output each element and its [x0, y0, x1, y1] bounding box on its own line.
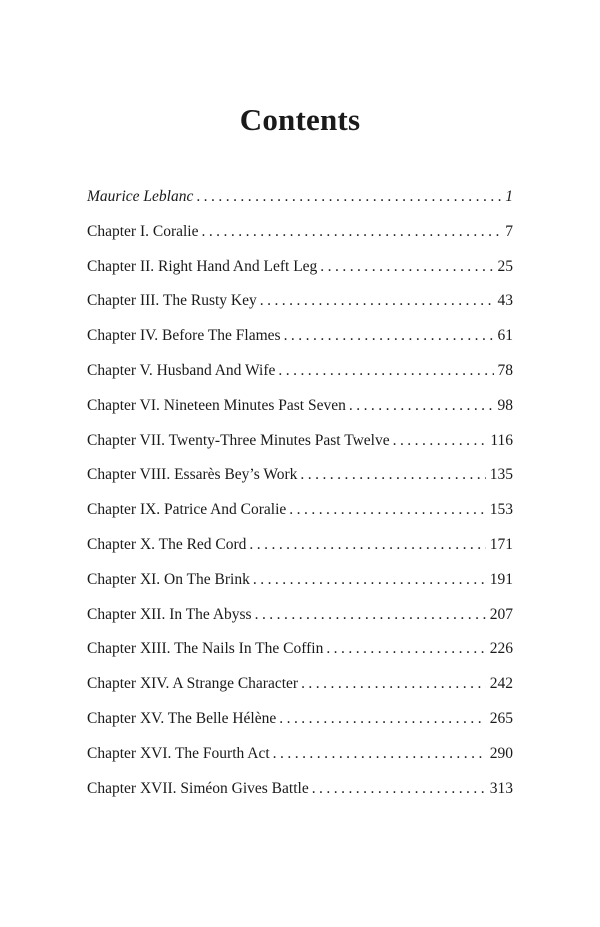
dot-leader: [249, 528, 485, 563]
toc-entry-title: Chapter VII. Twenty-Three Minutes Past Twelve: [87, 431, 390, 449]
toc-entry[interactable]: [87, 772, 513, 807]
toc-entry-page: 207: [489, 605, 513, 623]
dot-leader: [393, 424, 487, 459]
dot-leader: [320, 250, 493, 285]
toc-entry-page: 226: [489, 640, 513, 658]
toc-entry-page: 61: [497, 327, 513, 345]
dot-leader: [312, 772, 486, 807]
toc-entry[interactable]: [87, 354, 513, 389]
toc-entry-page: 43: [497, 292, 513, 310]
toc-entry-title: Maurice Leblanc: [87, 188, 194, 205]
dot-leader: [326, 632, 485, 667]
toc-entry[interactable]: [87, 632, 513, 667]
dot-leader: [289, 493, 485, 528]
toc-entry-title: Chapter V. Husband And Wife: [87, 361, 276, 379]
toc-entry-page: 78: [497, 361, 513, 379]
dot-leader: [284, 319, 494, 354]
table-of-contents: [87, 180, 513, 806]
toc-entry[interactable]: [87, 528, 513, 563]
toc-entry-title: Chapter VI. Nineteen Minutes Past Seven: [87, 396, 346, 414]
toc-entry[interactable]: [87, 215, 513, 250]
toc-entry-title: Chapter VIII. Essarès Bey’s Work: [87, 466, 298, 484]
dot-leader: [300, 458, 485, 493]
toc-entry-page: 1: [505, 188, 513, 205]
toc-entry[interactable]: [87, 563, 513, 598]
dot-leader: [196, 180, 501, 215]
toc-entry[interactable]: [87, 458, 513, 493]
toc-entry-title: Chapter IV. Before The Flames: [87, 327, 281, 345]
toc-entry-title: Chapter XVII. Siméon Gives Battle: [87, 779, 309, 797]
toc-entry[interactable]: [87, 667, 513, 702]
toc-entry-title: Chapter I. Coralie: [87, 222, 199, 240]
toc-entry-title: Chapter II. Right Hand And Left Leg: [87, 257, 318, 275]
toc-entry-page: 7: [505, 222, 513, 240]
toc-entry-title: Chapter XIV. A Strange Character: [87, 675, 299, 693]
dot-leader: [278, 354, 493, 389]
dot-leader: [255, 598, 486, 633]
toc-entry-page: 116: [490, 431, 513, 449]
dot-leader: [273, 737, 486, 772]
toc-entry-title: Chapter XII. In The Abyss: [87, 605, 252, 623]
toc-entry[interactable]: [87, 180, 513, 215]
toc-entry[interactable]: [87, 284, 513, 319]
toc-entry[interactable]: [87, 598, 513, 633]
toc-entry-title: Chapter XIII. The Nails In The Coffin: [87, 640, 324, 658]
toc-entry-page: 191: [489, 570, 513, 588]
toc-entry[interactable]: [87, 389, 513, 424]
toc-entry-title: Chapter III. The Rusty Key: [87, 292, 257, 310]
contents-heading: Contents: [239, 102, 361, 137]
dot-leader: [349, 389, 494, 424]
toc-entry[interactable]: [87, 424, 513, 459]
toc-entry-page: 242: [489, 675, 513, 693]
toc-entry[interactable]: [87, 493, 513, 528]
toc-entry-title: Chapter X. The Red Cord: [87, 535, 247, 553]
dot-leader: [201, 215, 501, 250]
toc-entry-page: 98: [497, 396, 513, 414]
dot-leader: [279, 702, 486, 737]
toc-entry-page: 290: [489, 744, 513, 762]
toc-entry[interactable]: [87, 319, 513, 354]
toc-entry[interactable]: [87, 702, 513, 737]
dot-leader: [253, 563, 486, 598]
toc-entry[interactable]: [87, 737, 513, 772]
toc-entry-title: Chapter XV. The Belle Hélène: [87, 709, 277, 727]
dot-leader: [260, 284, 494, 319]
toc-entry[interactable]: [87, 250, 513, 285]
toc-entry-page: 313: [489, 779, 513, 797]
toc-entry-title: Chapter XVI. The Fourth Act: [87, 744, 270, 762]
dot-leader: [301, 667, 486, 702]
toc-entry-title: Chapter IX. Patrice And Coralie: [87, 501, 287, 519]
toc-entry-page: 25: [497, 257, 513, 275]
toc-entry-page: 265: [489, 709, 513, 727]
toc-entry-page: 153: [489, 501, 513, 519]
toc-entry-page: 135: [489, 466, 513, 484]
toc-entry-page: 171: [489, 535, 513, 553]
toc-entry-title: Chapter XI. On The Brink: [87, 570, 250, 588]
